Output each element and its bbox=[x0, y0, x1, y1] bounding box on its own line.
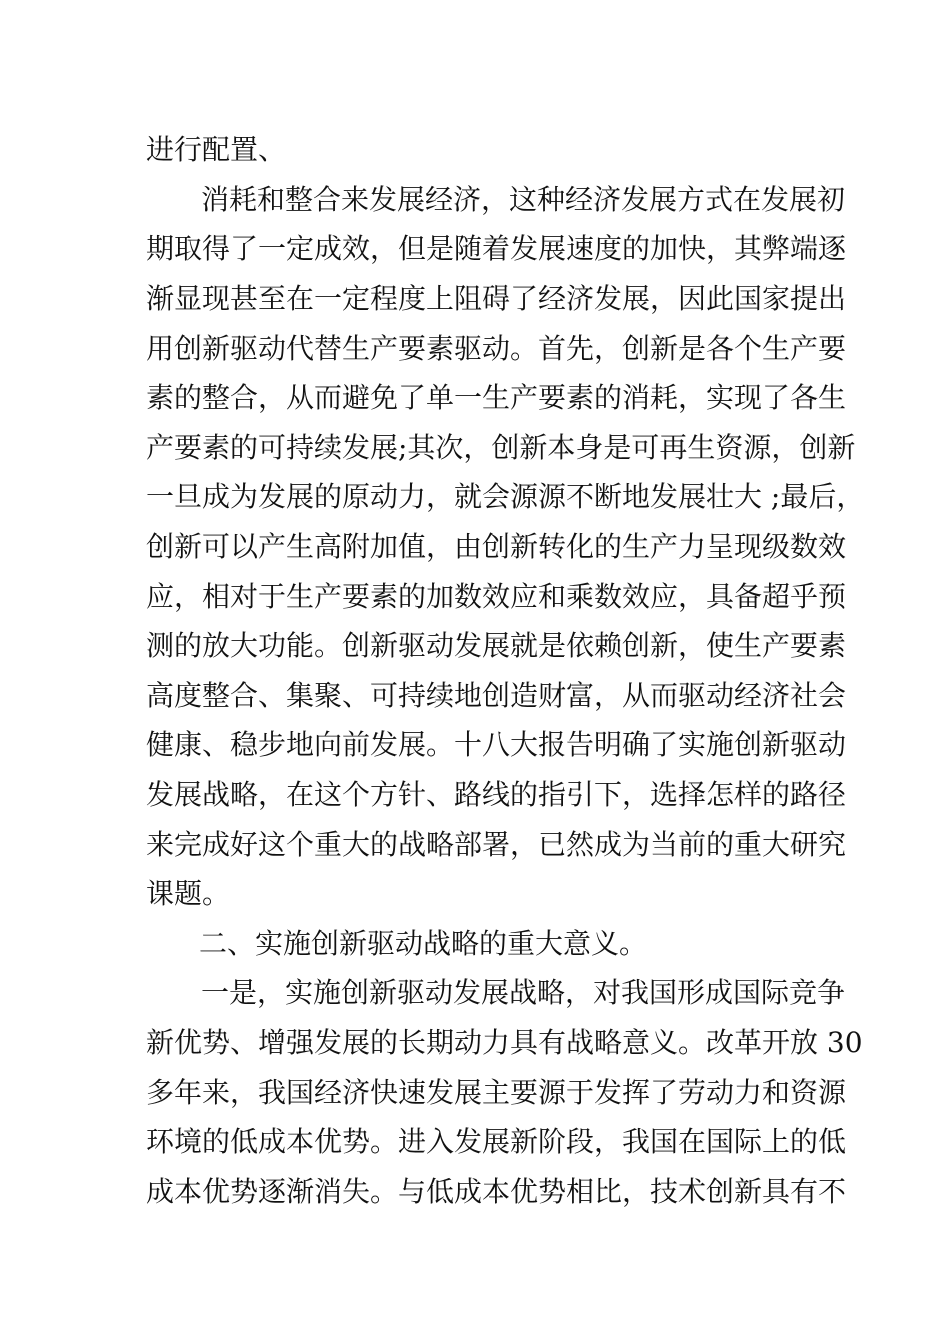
text-line: 一是，实施创新驱动发展战略，对我国形成国际竞争 bbox=[201, 976, 846, 1009]
text-line: 应，相对于生产要素的加数效应和乘数效应，具备超乎预 bbox=[146, 580, 847, 613]
text-line: 多年来，我国经济快速发展主要源于发挥了劳动力和资源 bbox=[146, 1076, 847, 1109]
text-line: 进行配置、 bbox=[146, 133, 287, 166]
text-line: 来完成好这个重大的战略部署，已然成为当前的重大研究 bbox=[146, 828, 847, 861]
section-heading: 二、实施创新驱动战略的重大意义。 bbox=[199, 927, 648, 960]
text-line: 成本优势逐渐消失。与低成本优势相比，技术创新具有不 bbox=[146, 1175, 847, 1208]
text-line: 高度整合、集聚、可持续地创造财富，从而驱动经济社会 bbox=[146, 679, 847, 712]
text-line: 课题。 bbox=[146, 877, 231, 910]
text-line: 测的放大功能。创新驱动发展就是依赖创新，使生产要素 bbox=[146, 629, 847, 662]
text-line: 环境的低成本优势。进入发展新阶段，我国在国际上的低 bbox=[146, 1125, 847, 1158]
text-line: 新优势、增强发展的长期动力具有战略意义。改革开放 30 bbox=[146, 1026, 863, 1059]
text-line: 产要素的可持续发展;其次，创新本身是可再生资源，创新 bbox=[146, 431, 856, 464]
text-line: 渐显现甚至在一定程度上阻碍了经济发展，因此国家提出 bbox=[146, 282, 847, 315]
text-line: 素的整合，从而避免了单一生产要素的消耗，实现了各生 bbox=[146, 381, 847, 414]
text-line: 创新可以产生高附加值，由创新转化的生产力呈现级数效 bbox=[146, 530, 847, 563]
text-line: 发展战略，在这个方针、路线的指引下，选择怎样的路径 bbox=[146, 778, 847, 811]
text-line: 消耗和整合来发展经济，这种经济发展方式在发展初 bbox=[201, 183, 846, 216]
text-line: 期取得了一定成效，但是随着发展速度的加快，其弊端逐 bbox=[146, 232, 847, 265]
text-line: 用创新驱动代替生产要素驱动。首先，创新是各个生产要 bbox=[146, 332, 847, 365]
text-line: 健康、稳步地向前发展。十八大报告明确了实施创新驱动 bbox=[146, 728, 847, 761]
text-line: 一旦成为发展的原动力，就会源源不断地发展壮大 ;最后， bbox=[146, 480, 865, 513]
